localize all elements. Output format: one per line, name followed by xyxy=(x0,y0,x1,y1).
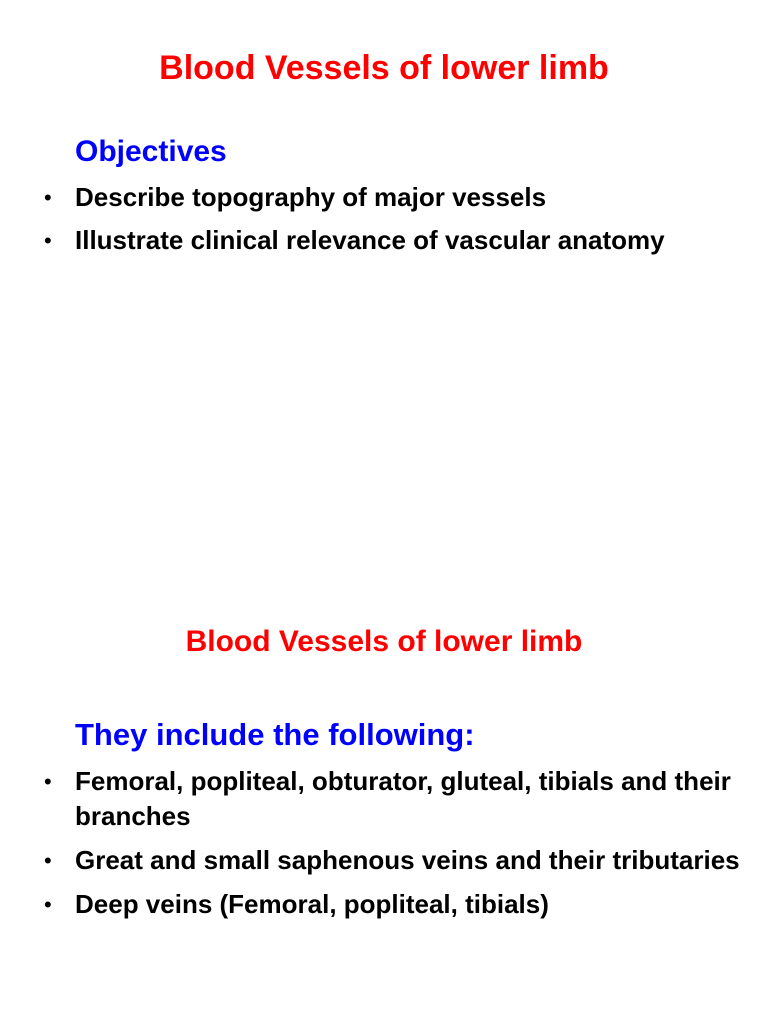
bullet-text: Deep veins (Femoral, popliteal, tibials) xyxy=(75,889,549,919)
bullet-icon: • xyxy=(44,769,52,794)
bullet-list xyxy=(0,180,740,266)
slide-title: Blood Vessels of lower limb xyxy=(159,49,609,87)
list-item xyxy=(0,843,740,878)
bullet-text: Illustrate clinical relevance of vascular anatomy xyxy=(75,225,665,255)
bullet-icon: • xyxy=(44,848,52,873)
bullet-text: Femoral, popliteal, obturator, gluteal, tibials and their branches xyxy=(75,766,731,831)
slide-title: Blood Vessels of lower limb xyxy=(185,625,583,658)
bullet-text: Great and small saphenous veins and their tributaries xyxy=(75,845,740,875)
objectives-heading: Objectives xyxy=(75,135,227,168)
bullet-icon: • xyxy=(44,892,52,917)
bullet-icon: • xyxy=(44,228,52,253)
bullet-icon: • xyxy=(44,185,52,210)
bullet-list xyxy=(0,764,740,931)
list-heading: They include the following: xyxy=(75,717,475,752)
list-item xyxy=(0,223,740,258)
slide-2 xyxy=(0,512,768,1024)
list-item xyxy=(0,887,740,922)
list-item xyxy=(0,180,740,215)
bullet-text: Describe topography of major vessels xyxy=(75,182,547,212)
list-item xyxy=(0,764,740,834)
